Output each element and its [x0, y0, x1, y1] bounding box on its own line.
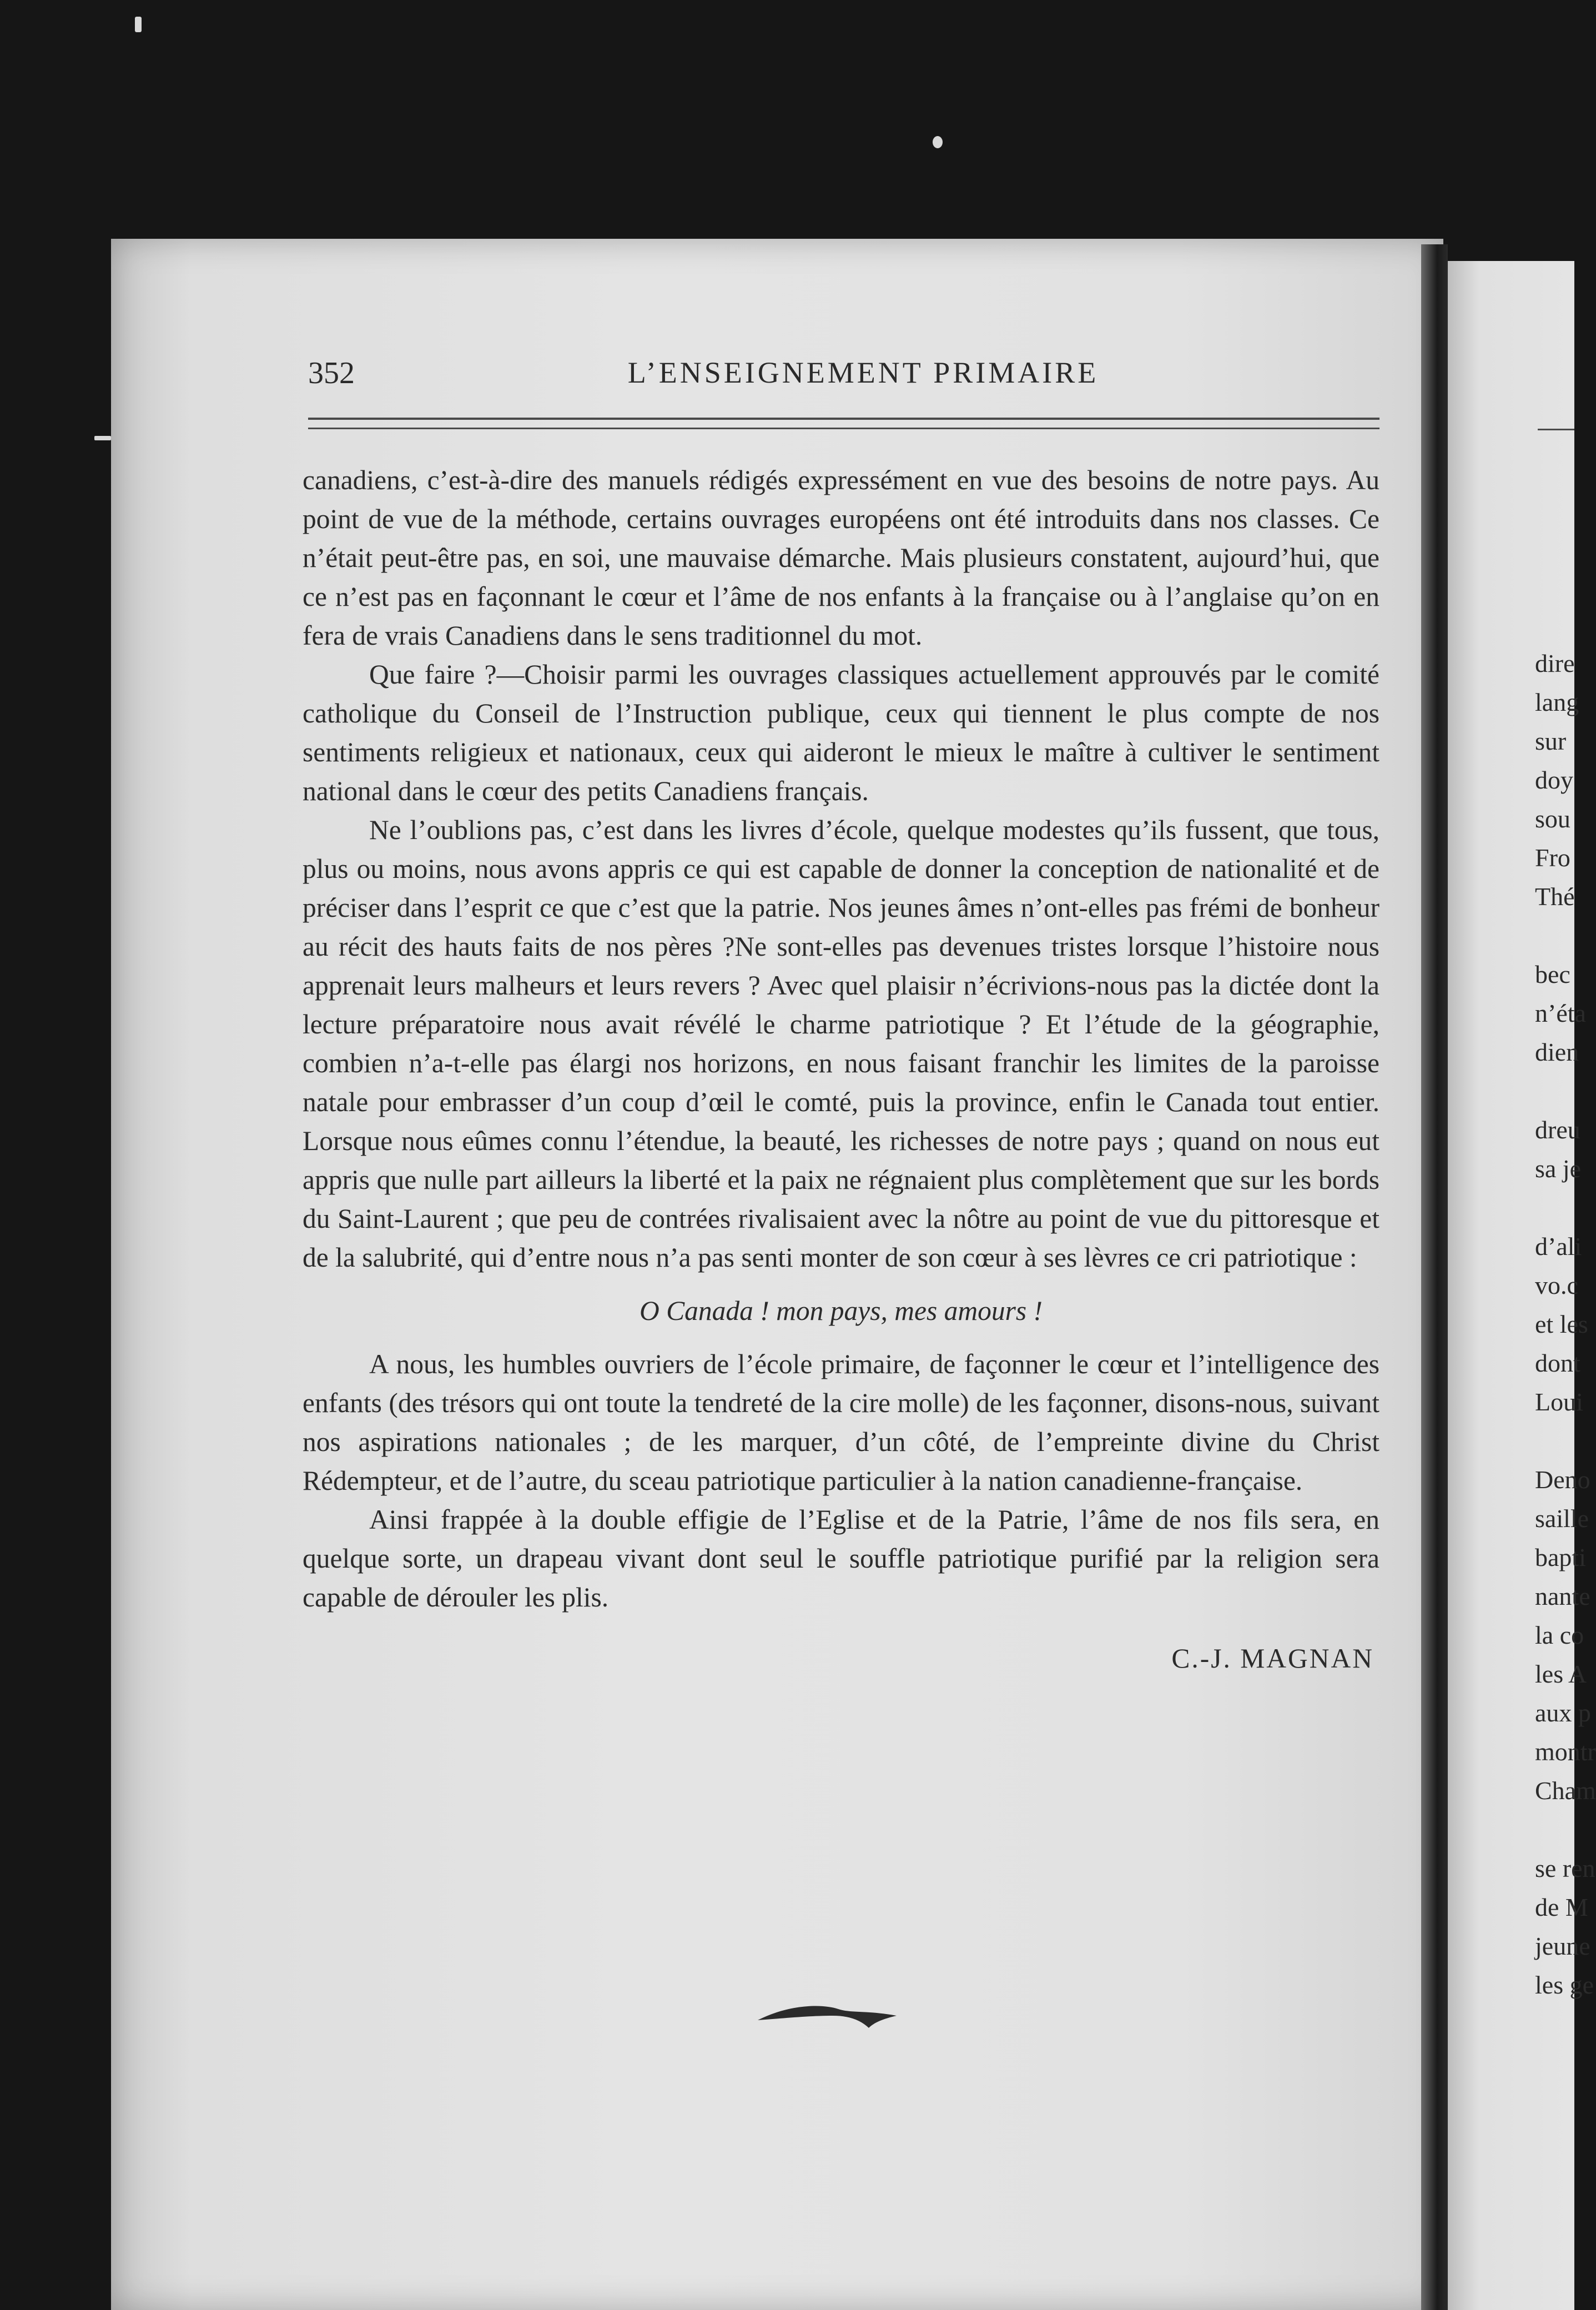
right-page-text-fragments	[1535, 644, 1596, 2005]
ornament-icon	[755, 1999, 899, 2032]
right-page-fragment: jeune	[1535, 1932, 1590, 1960]
right-page-fragment: les ge	[1535, 1971, 1594, 1999]
right-page-fragment: de M	[1535, 1893, 1588, 1921]
page-header	[308, 355, 1388, 400]
right-page-fragment: sur	[1535, 727, 1567, 755]
right-page-fragment: se ren	[1535, 1854, 1595, 1882]
right-page-fragment: Loui	[1535, 1388, 1583, 1416]
right-page-fragment	[1535, 1072, 1574, 1111]
paragraph: Ne l’oublions pas, c’est dans les livres d’école, quelque modestes qu’ils fussent, que tous, plus ou moins, nous avons appris ce qui est capable de donner la conception de nationalité et de préciser dans l’esprit ce que c’est que la patrie. Nos jeunes âmes n’ont-elles pas frémi de bonheur au récit des hauts faits de nos pères ?Ne sont-elles pas devenues tristes lorsque l’histoire nous apprenait leurs malheurs et leurs revers ? Avec quel plaisir n’écrivions-nous pas la dictée dont la lecture préparatoire nous avait révélé le charme patriotique ? Et l’étude de la géographie, combien n’a-t-elle pas élargi nos horizons, en nous faisant franchir les limites de la paroisse natale pour embrasser d’un coup d’œil le comté, puis la province, enfin le Canada tout entier. Lorsque nous eûmes connu l’étendue, la beauté, les richesses de notre pays ; quand on nous eut appris que nulle part ailleurs la liberté et la paix ne régnaient plus complètement que sur les bords du Saint-Laurent ; que peu de contrées rivalisaient avec la nôtre au point de vue du pittoresque et de la salubrité, qui d’entre nous n’a pas senti monter de son cœur à ses lèvres ce cri patriotique :	[303, 815, 1379, 1273]
right-page-fragment: les A	[1535, 1660, 1587, 1688]
dust-speck	[135, 17, 142, 32]
right-page-fragment: dont	[1535, 1349, 1580, 1377]
book-gutter	[1421, 244, 1448, 2310]
right-page-fragment: bec	[1535, 960, 1570, 988]
paragraph: canadiens, c’est-à-dire des manuels rédigés expressément en vue des besoins de notre pays. Au point de vue de la méthode, certains ouvrages européens ont été introduits dans nos classes. Ce n’était peut-être pas, en soi, une mauvaise démarche. Mais plusieurs constatent, aujourd’hui, que ce n’est pas en façonnant le cœur et l’âme de nos enfants à la française ou à l’anglaise qu’on en fera de vrais Canadiens dans le sens traditionnel du mot.	[303, 465, 1379, 651]
right-page-fragment: lang	[1535, 688, 1579, 716]
paragraph: A nous, les humbles ouvriers de l’école primaire, de façonner le cœur et l’intelligence des enfants (des trésors qui ont toute la tendreté de la cire molle) de les façonner, disons-nous, suivant nos aspirations nationales ; de les marquer, d’un côté, de l’empreinte divine du Christ Rédempteur, et de l’autre, du sceau patriotique particulier à la nation canadienne-française.	[303, 1349, 1379, 1496]
header-rule	[308, 428, 1379, 429]
right-page-fragment: sou	[1535, 805, 1570, 833]
right-page-fragment: d’ali	[1535, 1232, 1582, 1261]
right-page-fragment: la co	[1535, 1621, 1584, 1649]
right-page-fragment: dien	[1535, 1038, 1579, 1066]
header-rule	[308, 418, 1379, 420]
dust-speck	[94, 436, 111, 440]
right-page-fragment: et les	[1535, 1310, 1588, 1338]
right-page-header-rule	[1538, 429, 1574, 430]
right-page-fragment: sa je	[1535, 1154, 1582, 1183]
right-page-fragment	[1535, 1810, 1574, 1849]
right-page-fragment: aux p	[1535, 1699, 1591, 1727]
right-page-fragment: n’éta	[1535, 999, 1586, 1027]
running-title: L’ENSEIGNEMENT PRIMAIRE	[627, 356, 1099, 389]
right-page-fragment: dreu	[1535, 1116, 1580, 1144]
quote-line: O Canada ! mon pays, mes amours !	[640, 1295, 1043, 1326]
right-page-fragment: Deno	[1535, 1465, 1590, 1494]
right-page-fragment: nante	[1535, 1582, 1590, 1610]
page-number: 352	[308, 356, 355, 390]
right-page-fragment: vo.c	[1535, 1271, 1578, 1299]
right-page-fragment: bapti	[1535, 1543, 1586, 1571]
paragraph: Ainsi frappée à la double effigie de l’Eglise et de la Patrie, l’âme de nos fils sera, en quelque sorte, un drapeau vivant dont seul le souffle patriotique purifié par la religion sera capable de dérouler les plis.	[303, 1504, 1379, 1613]
right-page-fragment	[1535, 1422, 1574, 1460]
right-page-fragment: dire	[1535, 649, 1575, 677]
right-page-fragment	[1535, 916, 1574, 955]
right-page-fragment: saille	[1535, 1504, 1589, 1533]
dust-speck	[933, 136, 943, 148]
paragraph: Que faire ?—Choisir parmi les ouvrages classiques actuellement approuvés par le comité catholique du Conseil de l’Instruction publique, ceux qui tiennent le plus compte de nos sentiments religieux et nationaux, ceux qui aideront le mieux le maître à cultiver le sentiment national dans le cœur des petits Canadiens français.	[303, 659, 1379, 806]
right-page-fragment: Cham	[1535, 1776, 1596, 1805]
right-page-fragment	[1535, 1188, 1574, 1227]
right-page-fragment: Thé	[1535, 882, 1575, 911]
right-page-fragment: doy	[1535, 766, 1573, 794]
signature: C.-J. MAGNAN	[1171, 1643, 1374, 1674]
article-body	[303, 461, 1379, 1678]
right-page-fragment: Fro	[1535, 843, 1570, 872]
right-page-fragment: montr	[1535, 1737, 1596, 1766]
